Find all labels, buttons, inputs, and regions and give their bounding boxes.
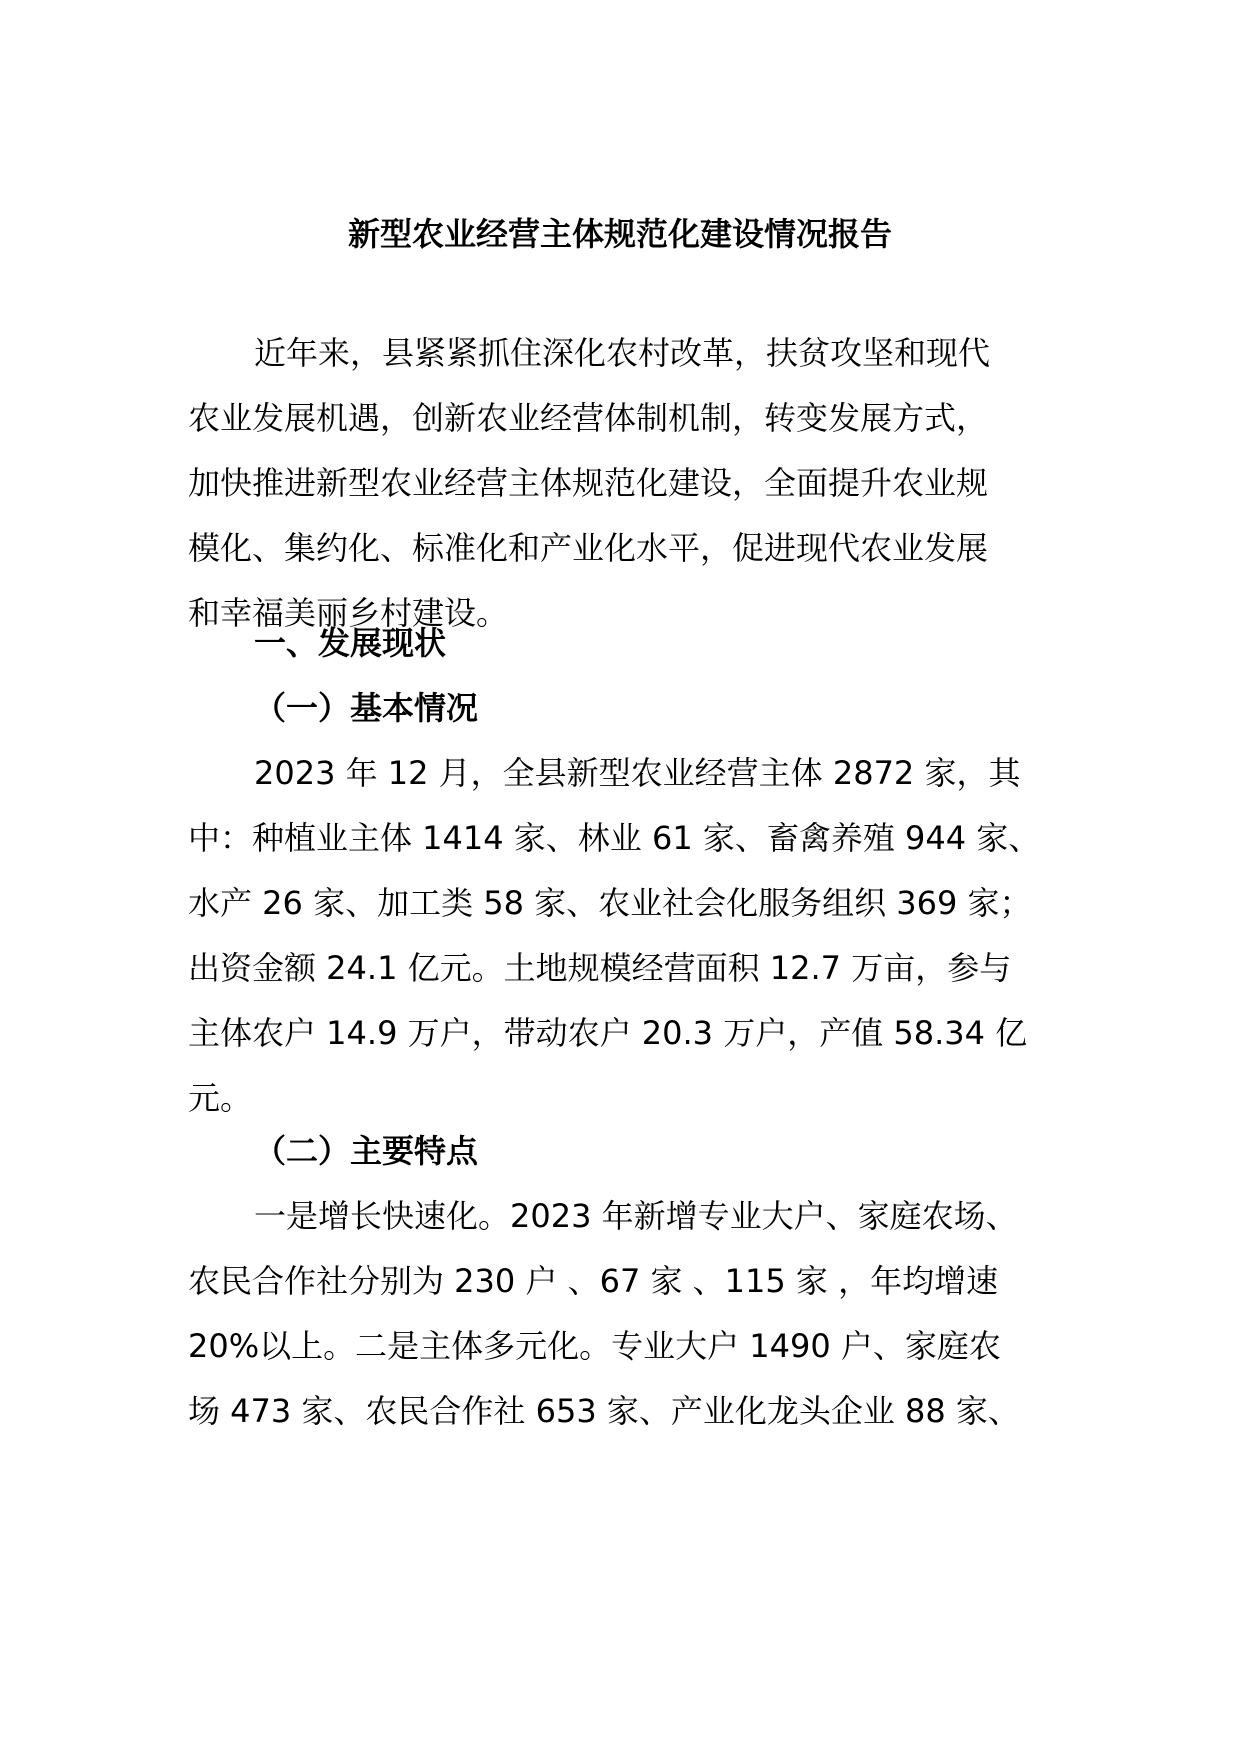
paragraph-line: 元。 [188, 1079, 253, 1117]
paragraph-line: 水产 26 家、加工类 58 家、农业社会化服务组织 369 家； [188, 884, 1032, 922]
basic-situation-paragraph [188, 741, 1068, 1131]
intro-paragraph [188, 321, 1068, 646]
paragraph-line: 一是增长快速化。2023 年新增专业大户、家庭农场、 [254, 1197, 1018, 1235]
paragraph-line: 和幸福美丽乡村建设。 [188, 594, 509, 632]
paragraph-line: 场 473 家、农民合作社 653 家、产业化龙头企业 88 家、 [188, 1392, 1020, 1430]
features-paragraph [188, 1184, 1068, 1444]
paragraph-line: 2023 年 12 月，全县新型农业经营主体 2872 家，其 [254, 754, 1021, 792]
document-title: 新型农业经营主体规范化建设情况报告 [347, 215, 892, 253]
paragraph-line: 20%以上。二是主体多元化。专业大户 1490 户、家庭农 [188, 1327, 1001, 1365]
subsection-heading: （一）基本情况 [254, 689, 479, 727]
paragraph-line: 农民合作社分别为 230 户 、67 家 、115 家 ，年均增速 [188, 1262, 999, 1300]
subsection-heading: （二）主要特点 [254, 1132, 479, 1170]
subsection-heading-1 [188, 676, 1068, 741]
paragraph-line: 主体农户 14.9 万户，带动农户 20.3 万户，产值 58.34 亿 [188, 1014, 1028, 1052]
paragraph-line: 农业发展机遇，创新农业经营体制机制，转变发展方式， [188, 399, 989, 437]
paragraph-line: 近年来，县紧紧抓住深化农村改革，扶贫攻坚和现代 [254, 334, 991, 372]
section-heading: 一、发展现状 [254, 624, 447, 662]
paragraph-line: 出资金额 24.1 亿元。土地规模经营面积 12.7 万亩，参与 [188, 949, 1012, 987]
paragraph-line: 模化、集约化、标准化和产业化水平，促进现代农业发展 [188, 529, 989, 567]
paragraph-line: 中：种植业主体 1414 家、林业 61 家、畜禽养殖 944 家、 [188, 819, 1041, 857]
section-heading-1 [188, 611, 1068, 676]
subsection-heading-2 [188, 1119, 1068, 1184]
paragraph-line: 加快推进新型农业经营主体规范化建设，全面提升农业规 [188, 464, 989, 502]
